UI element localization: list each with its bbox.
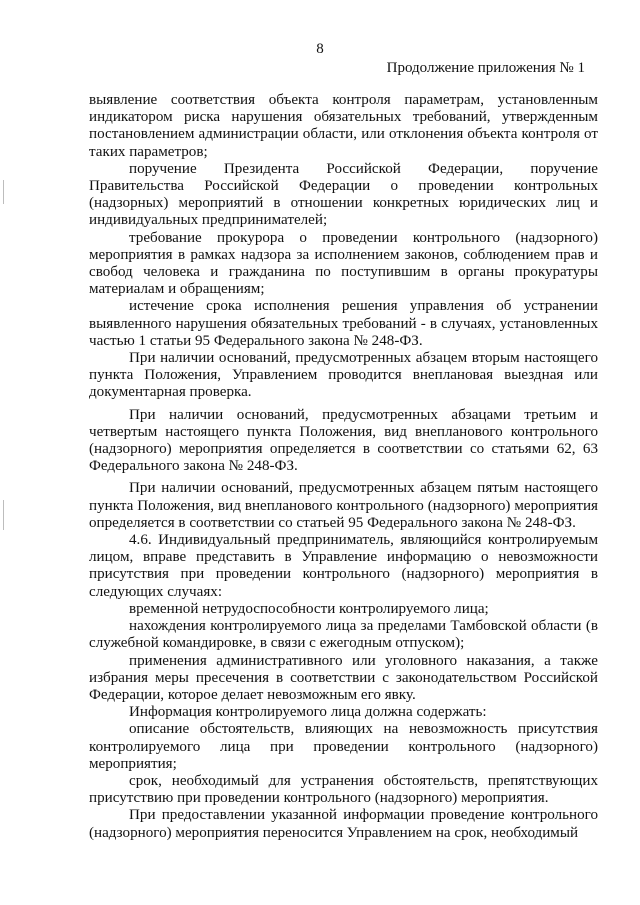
document-body xyxy=(89,92,598,842)
paragraph: описание обстоятельств, влияющих на невозможность присутствия контролируемого лица при проведении контрольного (надзорного) мероприятия; xyxy=(89,721,598,772)
page-number: 8 xyxy=(316,41,324,57)
paragraph: временной нетрудоспособности контролируемого лица; xyxy=(129,600,489,617)
scan-margin-mark xyxy=(3,180,4,204)
paragraph: Информация контролируемого лица должна содержать: xyxy=(129,704,487,721)
paragraph: применения административного или уголовного наказания, а также избрания меры пресечения в соответствии с законодательством Российской Федерации, которое делает невозможным его явку. xyxy=(89,652,598,703)
paragraph: При наличии оснований, предусмотренных абзацем пятым настоящего пункта Положения, вид внепланового контрольного (надзорного) мероприятия определяется в соответствии со статьей 95 Федерального закона № 248-ФЗ. xyxy=(89,480,598,531)
paragraph: При предоставлении указанной информации проведение контрольного (надзорного) мероприятия переносится Управлением на срок, необходимый xyxy=(89,807,598,841)
paragraph: выявление соответствия объекта контроля параметрам, установленным индикатором риска нарушения обязательных требований, утвержденным постановлением администрации области, или отклонения объекта контроля от таких параметров; xyxy=(89,92,598,160)
paragraph: При наличии оснований, предусмотренных абзацами третьим и четвертым настоящего пункта Положения, вид внепланового контрольного (надзорного) мероприятия определяется в соответствии со статьями 62, 63 Федерального закона № 248-ФЗ. xyxy=(89,406,598,475)
paragraph: нахождения контролируемого лица за пределами Тамбовской области (в служебной командировке, в связи с ежегодным отпуском); xyxy=(89,618,598,652)
appendix-title: Продолжение приложения № 1 xyxy=(386,60,585,76)
paragraph: срок, необходимый для устранения обстоятельств, препятствующих присутствию при проведении контрольного (надзорного) мероприятия. xyxy=(89,772,598,807)
paragraph: 4.6. Индивидуальный предприниматель, являющийся контролируемым лицом, вправе представить в Управление информацию о невозможности присутствия при проведении контрольного (надзорного) мероприятия в следующих случаях: xyxy=(89,532,598,600)
paragraph: При наличии оснований, предусмотренных абзацем вторым настоящего пункта Положения, Управлением проводится внеплановая выездная или документарная проверка. xyxy=(89,350,598,401)
scan-margin-mark xyxy=(3,500,4,530)
paragraph: требование прокурора о проведении контрольного (надзорного) мероприятия в рамках надзора за исполнением законов, соблюдением прав и свобод человека и гражданина по поступившим в органы прокуратуры материалам и обращениям; xyxy=(89,229,598,298)
paragraph: поручение Президента Российской Федерации, поручение Правительства Российской Федерации о проведении контрольных (надзорных) мероприятий в отношении конкретных юридических лиц и индивидуальных предпринимателей; xyxy=(89,160,598,229)
paragraph: истечение срока исполнения решения управления об устранении выявленного нарушения обязательных требований - в случаях, установленных частью 1 статьи 95 Федерального закона № 248-ФЗ. xyxy=(89,298,598,349)
